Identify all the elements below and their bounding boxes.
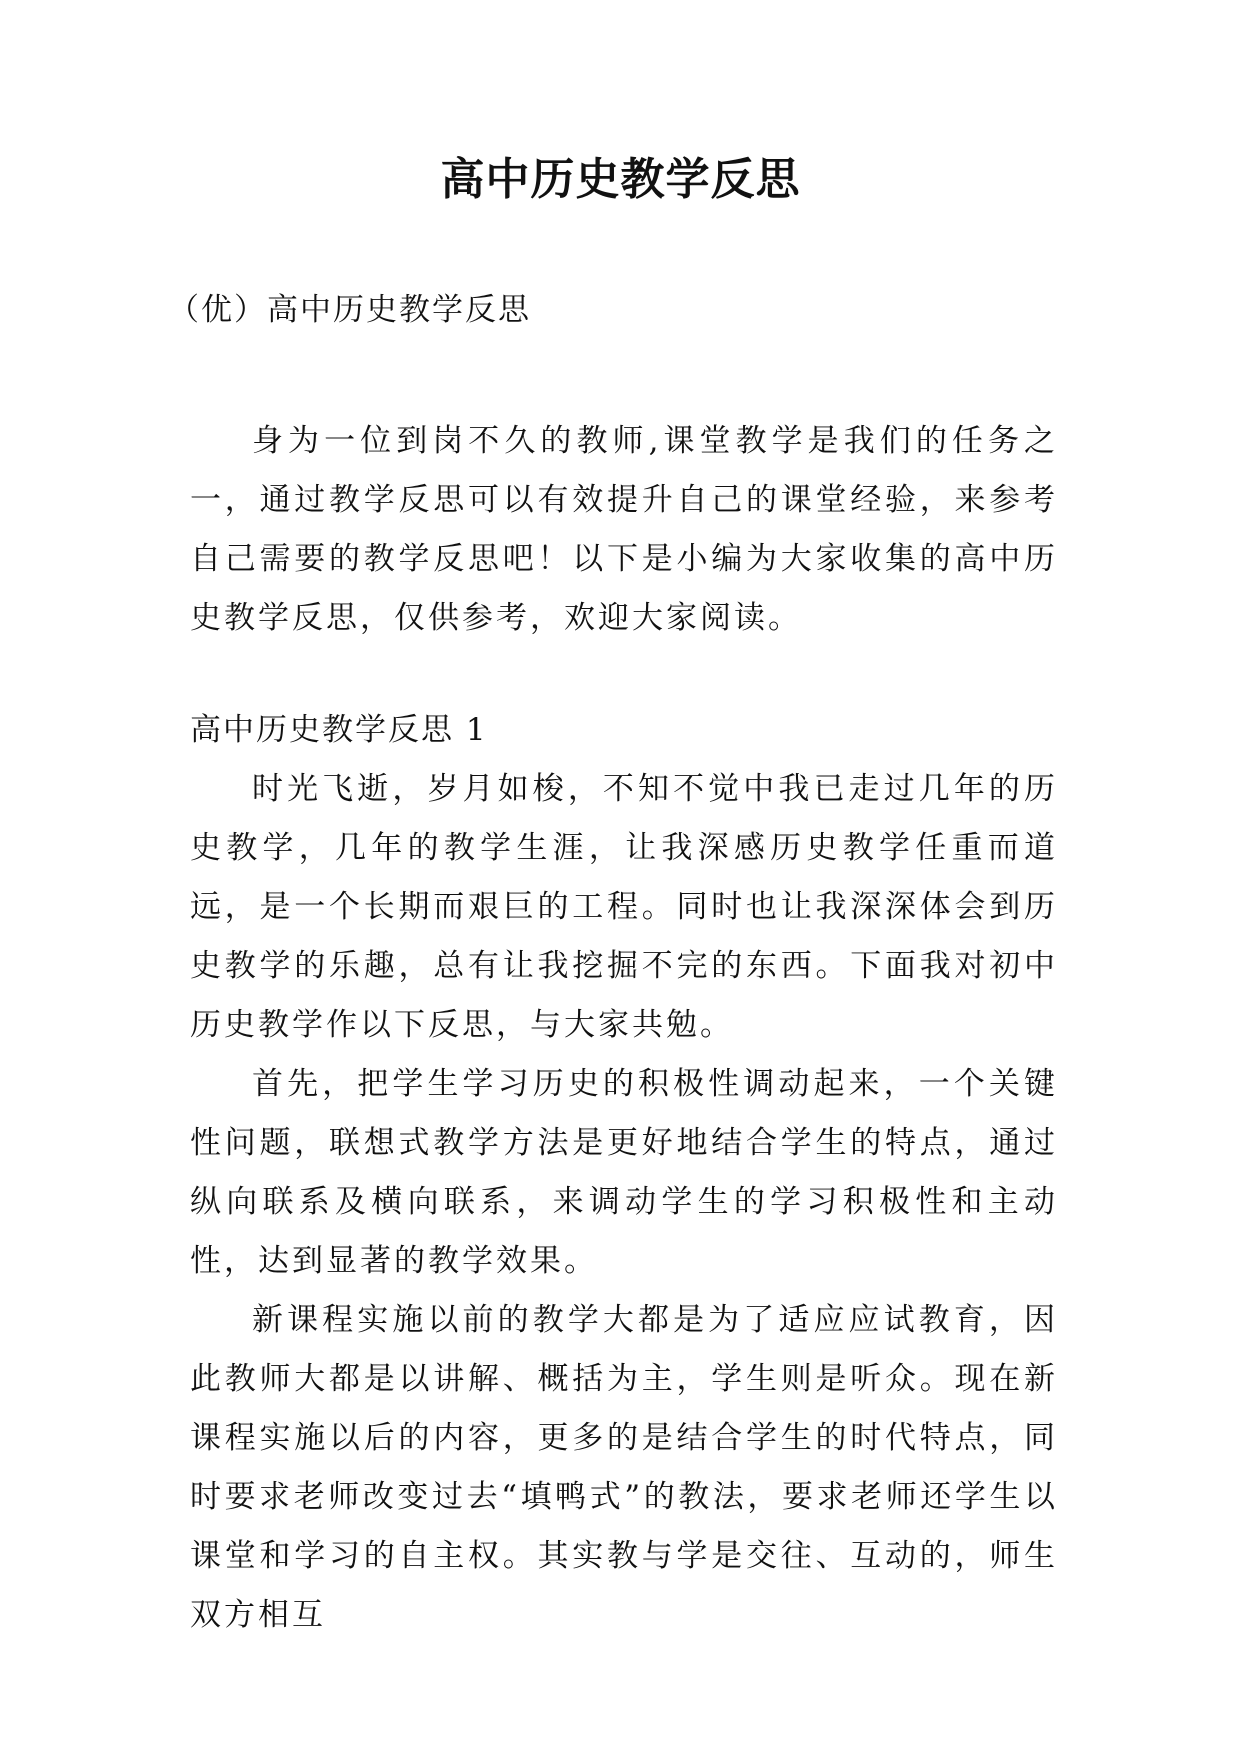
section-heading: 高中历史教学反思 1 bbox=[190, 712, 488, 748]
document-title: 高中历史教学反思 bbox=[440, 154, 801, 205]
intro-paragraph: 身为一位到岗不久的教师,课堂教学是我们的任务之一，通过教学反思可以有效提升自己的课堂经验，来参考自己需要的教学反思吧！以下是小编为大家收集的高中历史教学反思，仅供参考，欢迎大家阅读。 bbox=[190, 423, 1058, 636]
section-paragraph-1: 时光飞逝，岁月如梭，不知不觉中我已走过几年的历史教学，几年的教学生涯，让我深感历史教学任重而道远，是一个长期而艰巨的工程。同时也让我深深体会到历史教学的乐趣，总有让我挖掘不完的东西。下面我对初中历史教学作以下反思，与大家共勉。 bbox=[190, 771, 1058, 1043]
intro-block bbox=[190, 412, 1058, 648]
section-paragraph-2: 首先，把学生学习历史的积极性调动起来，一个关键性问题，联想式教学方法是更好地结合学生的特点，通过纵向联系及横向联系，来调动学生的学习积极性和主动性，达到显著的教学效果。 bbox=[190, 1066, 1058, 1279]
section-1 bbox=[190, 701, 1058, 1645]
document-subtitle: （优）高中历史教学反思 bbox=[168, 292, 531, 328]
section-paragraph-3: 新课程实施以前的教学大都是为了适应应试教育，因此教师大都是以讲解、概括为主，学生则是听众。现在新课程实施以后的内容，更多的是结合学生的时代特点，同时要求老师改变过去“填鸭式”的教法，要求老师还学生以课堂和学习的自主权。其实教与学是交往、互动的，师生双方相互 bbox=[190, 1302, 1058, 1633]
